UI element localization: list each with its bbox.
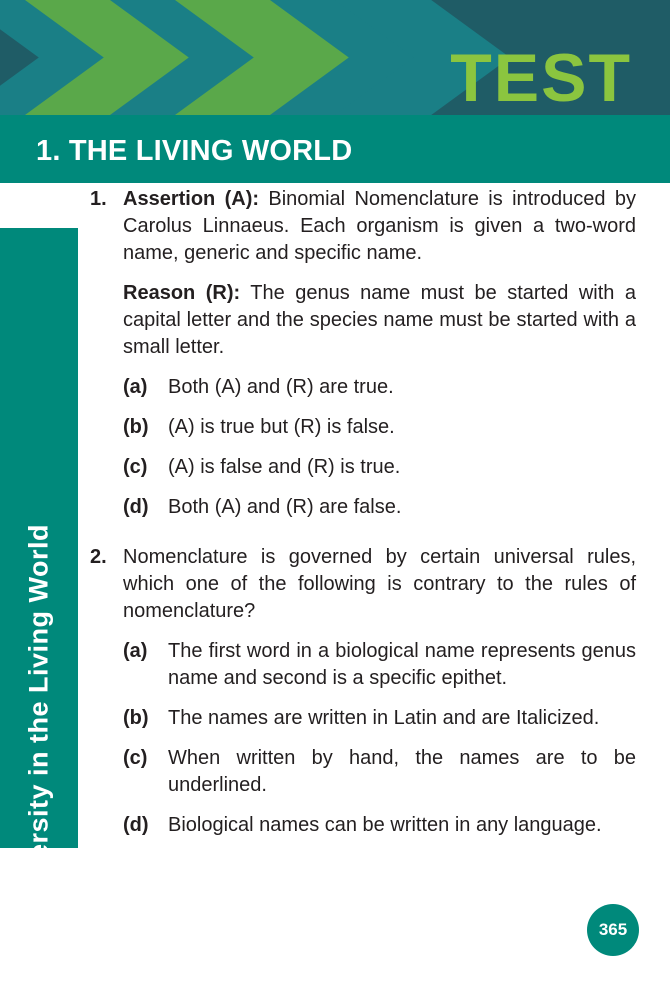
unit-label: Unit - I: Diversity in the Living World bbox=[23, 523, 54, 1008]
assertion-text: Binomial Nomenclature is introduced by Carolus Linnaeus. Each organism is given a two-word name, generic and specific name. bbox=[123, 188, 636, 264]
reason-label: Reason (R): bbox=[123, 282, 241, 304]
option-text: Both (A) and (R) are true. bbox=[168, 376, 394, 398]
chapter-title: 1. THE LIVING WORLD bbox=[36, 135, 353, 167]
option-d[interactable] bbox=[123, 812, 636, 839]
option-text: (A) is true but (R) is false. bbox=[168, 416, 395, 438]
option-b[interactable] bbox=[123, 705, 636, 732]
option-text: The first word in a biological name represents genus name and second is a specific epithet. bbox=[168, 640, 636, 689]
question-number: 1. bbox=[90, 188, 107, 210]
option-label: (c) bbox=[123, 456, 148, 478]
assertion-label: Assertion (A): bbox=[123, 188, 260, 210]
chapter-bar bbox=[0, 115, 670, 183]
option-text: (A) is false and (R) is true. bbox=[168, 456, 401, 478]
option-label: (d) bbox=[123, 814, 149, 836]
page-number: 365 bbox=[587, 904, 639, 956]
option-d[interactable] bbox=[123, 494, 636, 521]
option-a[interactable] bbox=[123, 638, 636, 692]
unit-sidebar bbox=[0, 228, 78, 1008]
option-text: When written by hand, the names are to be underlined. bbox=[168, 747, 636, 796]
reason-text: The genus name must be started with a capital letter and the species name must be started with a small letter. bbox=[123, 282, 636, 358]
header-banner bbox=[0, 0, 670, 115]
question-list bbox=[90, 186, 636, 862]
option-label: (b) bbox=[123, 416, 149, 438]
option-a[interactable] bbox=[123, 374, 636, 401]
question-1 bbox=[90, 186, 636, 534]
option-c[interactable] bbox=[123, 745, 636, 799]
assertion-paragraph bbox=[123, 186, 636, 267]
reason-paragraph bbox=[123, 280, 636, 361]
option-label: (c) bbox=[123, 747, 148, 769]
option-c[interactable] bbox=[123, 454, 636, 481]
option-label: (a) bbox=[123, 376, 148, 398]
question-body bbox=[123, 186, 636, 534]
option-b[interactable] bbox=[123, 414, 636, 441]
test-label: TEST bbox=[450, 40, 632, 115]
option-text: Biological names can be written in any language. bbox=[168, 814, 602, 836]
question-2 bbox=[90, 544, 636, 852]
question-body bbox=[123, 544, 636, 852]
option-label: (d) bbox=[123, 496, 149, 518]
question-number: 2. bbox=[90, 546, 107, 568]
option-text: Both (A) and (R) are false. bbox=[168, 496, 402, 518]
question-text: Nomenclature is governed by certain universal rules, which one of the following is contrary to the rules of nomenclature? bbox=[123, 546, 636, 622]
option-label: (a) bbox=[123, 640, 148, 662]
option-text: The names are written in Latin and are Italicized. bbox=[168, 707, 600, 729]
option-label: (b) bbox=[123, 707, 149, 729]
